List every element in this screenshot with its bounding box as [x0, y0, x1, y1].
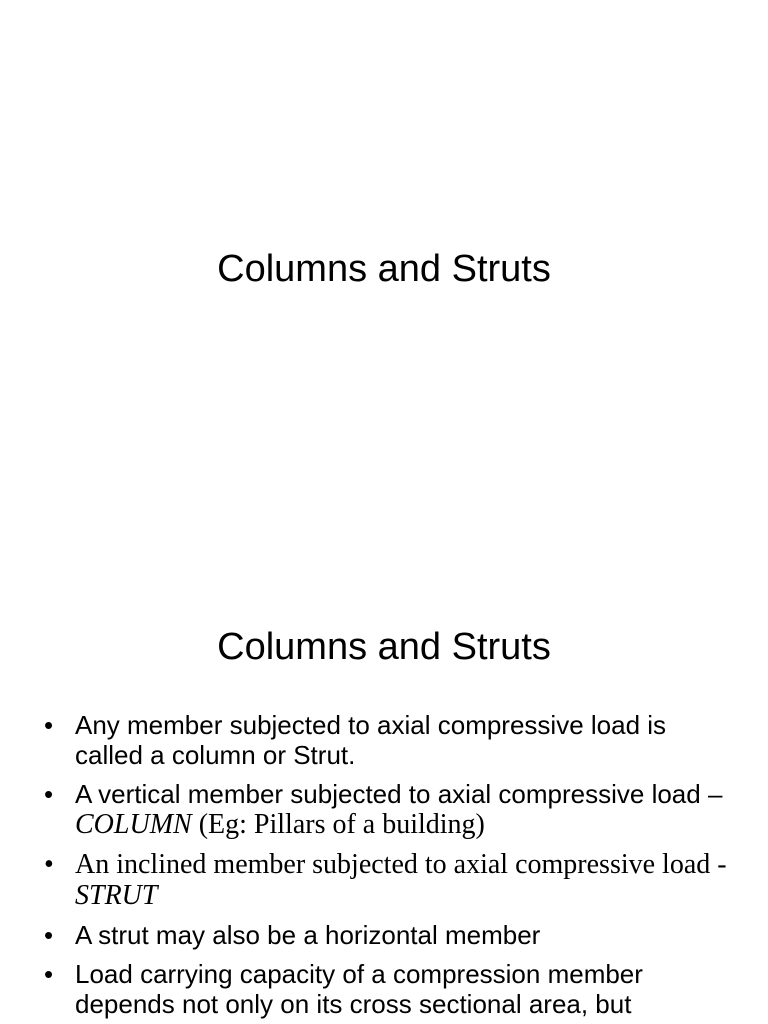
- bullet-icon: •: [44, 779, 54, 809]
- bullet-item: [44, 959, 734, 1019]
- slide-title: Columns and Struts: [217, 626, 551, 668]
- bullet-list: [44, 710, 734, 1024]
- bullet-icon: •: [44, 920, 54, 950]
- bullet-text: Any member subjected to axial compressive load is called a column or Strut.: [75, 710, 667, 770]
- bullet-text-end: (Eg: Pillars of a building): [191, 809, 485, 840]
- slide-title: Columns and Struts: [217, 248, 551, 290]
- bullet-item: [44, 710, 734, 770]
- bullet-icon: •: [44, 959, 54, 989]
- emphasis-term: STRUT: [75, 880, 158, 911]
- emphasis-term: COLUMN: [75, 809, 192, 840]
- bullet-icon: •: [44, 710, 54, 740]
- bullet-item: [44, 779, 734, 840]
- bullet-text-start: A vertical member subjected to axial compressive load –: [75, 779, 723, 809]
- bullet-icon: •: [44, 849, 54, 880]
- bullet-item: [44, 849, 734, 911]
- bullet-item: [44, 920, 734, 950]
- bullet-text-start: An inclined member subjected to axial compressive load -: [75, 849, 727, 880]
- bullet-text: A strut may also be a horizontal member: [75, 920, 541, 950]
- bullet-text: Load carrying capacity of a compression member depends not only on its cross sectional area, but: [75, 959, 643, 1019]
- content-slide: [0, 576, 768, 1024]
